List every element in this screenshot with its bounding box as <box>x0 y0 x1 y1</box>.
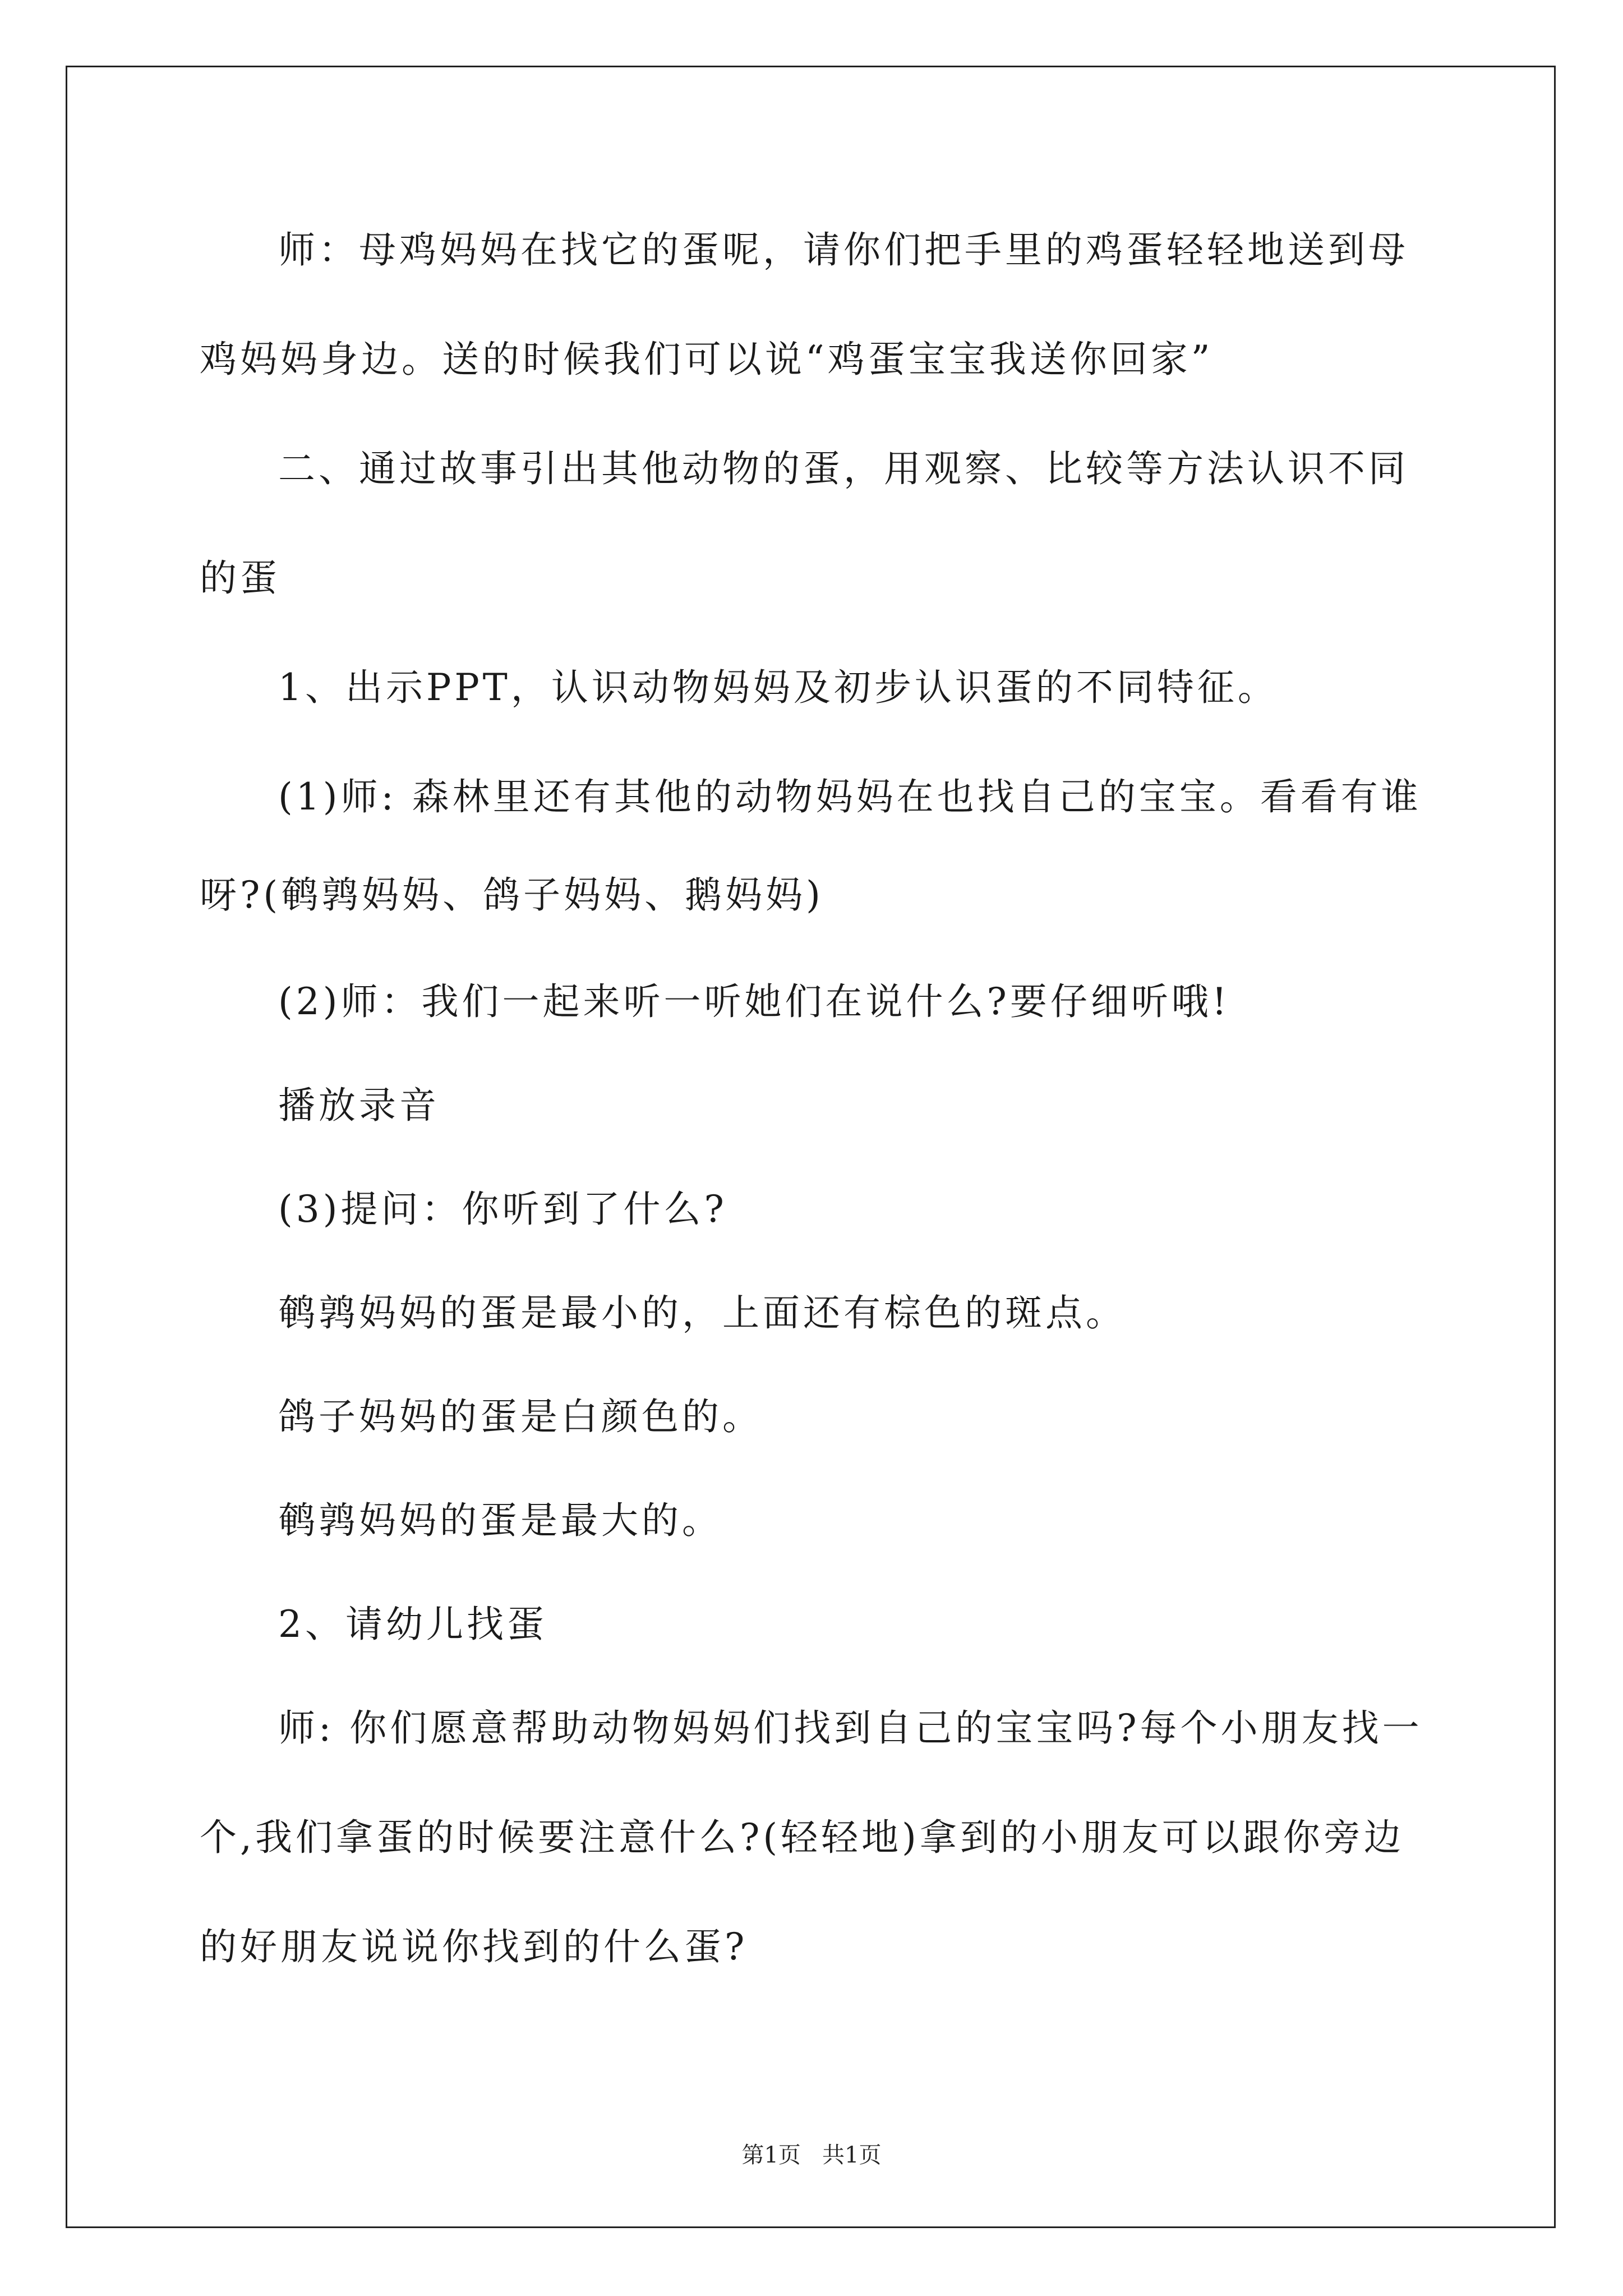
paragraph-line: (1)师: 森林里还有其他的动物妈妈在也找自己的宝宝。看看有谁 <box>278 775 1422 818</box>
paragraph-line: 鹌鹑妈妈的蛋是最大的。 <box>278 1499 722 1542</box>
paragraph-line: 个,我们拿蛋的时候要注意什么?(轻轻地)拿到的小朋友可以跟你旁边 <box>200 1816 1404 1859</box>
paragraph-line: (2)师：我们一起来听一听她们在说什么?要仔细听哦! <box>278 980 1230 1023</box>
paragraph-line: 鸽子妈妈的蛋是白颜色的。 <box>278 1395 763 1438</box>
paragraph-line: 二、通过故事引出其他动物的蛋，用观察、比较等方法认识不同 <box>278 447 1409 490</box>
paragraph-line: 播放录音 <box>278 1084 440 1127</box>
paragraph-line: 鹌鹑妈妈的蛋是最小的，上面还有棕色的斑点。 <box>278 1291 1126 1335</box>
paragraph-line: 师: 你们愿意帮助动物妈妈们找到自己的宝宝吗?每个小朋友找一 <box>278 1706 1423 1750</box>
paragraph-line: (3)提问：你听到了什么? <box>278 1188 727 1231</box>
page-number-footer: 第1页 共1页 <box>741 2142 882 2168</box>
paragraph-line: 的蛋 <box>200 556 280 600</box>
paragraph-line: 呀?(鹌鹑妈妈、鸽子妈妈、鹅妈妈) <box>200 873 824 917</box>
paragraph-line: 1、出示PPT，认识动物妈妈及初步认识蛋的不同特征。 <box>278 666 1278 709</box>
page-border <box>66 66 1556 2228</box>
paragraph-line: 鸡妈妈身边。送的时候我们可以说“鸡蛋宝宝我送你回家” <box>200 338 1214 381</box>
paragraph-line: 师：母鸡妈妈在找它的蛋呢，请你们把手里的鸡蛋轻轻地送到母 <box>278 228 1409 272</box>
paragraph-line: 2、请幼儿找蛋 <box>278 1603 547 1646</box>
paragraph-line: 的好朋友说说你找到的什么蛋? <box>200 1925 748 1968</box>
